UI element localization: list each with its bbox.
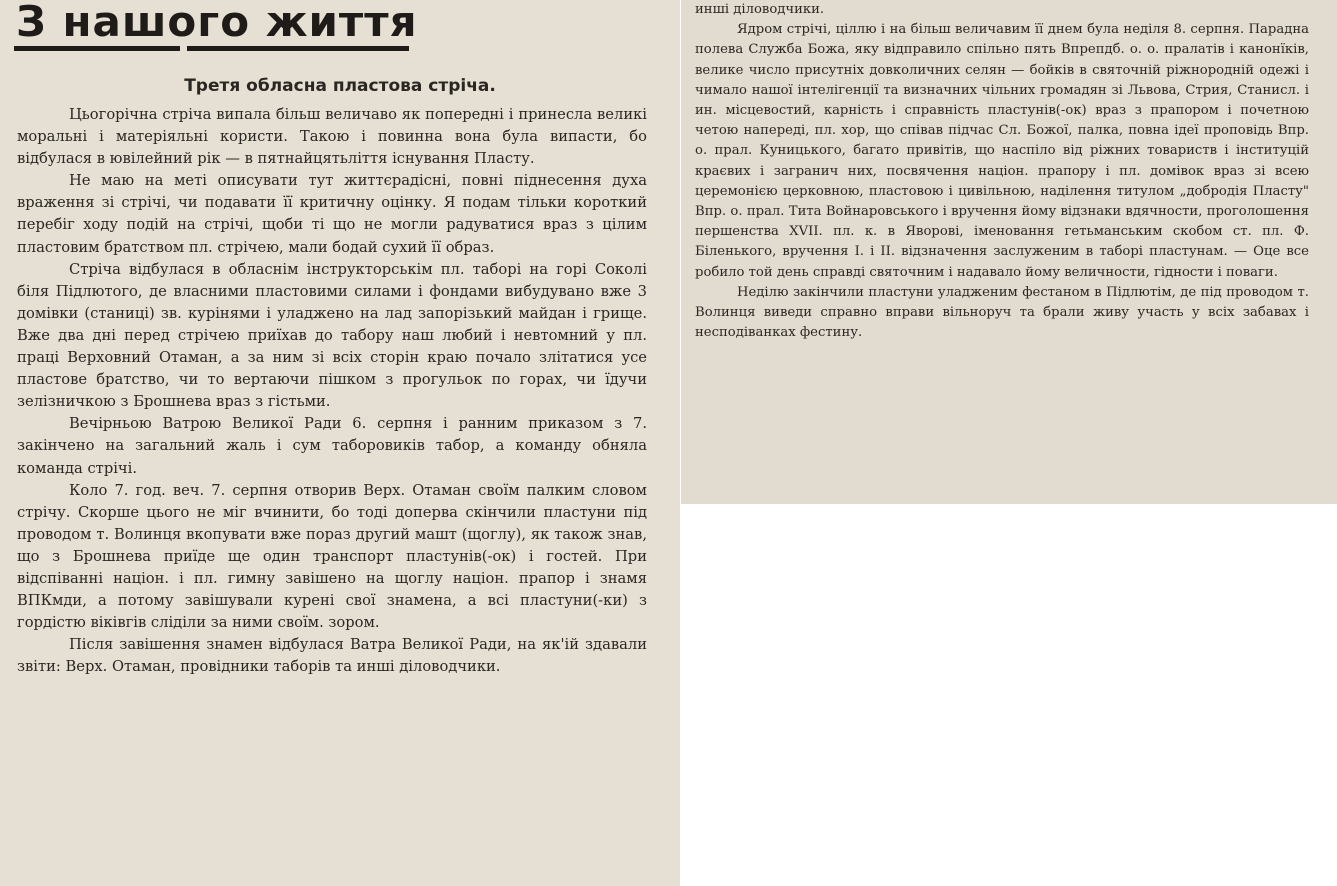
- title-underline-left: [14, 46, 180, 51]
- title-underline-right: [187, 46, 409, 51]
- paragraph: Неділю закінчили пластуни уладженим фестаном в Підлютім, де під проводом т. Волинця виведи справно вправи вільноруч та брали живу участь у всіх забавах і несподіванках фестину.: [695, 284, 1309, 341]
- section-title: З нашого життя: [16, 0, 418, 46]
- paragraph: Вечірньою Ватрою Великої Ради 6. серпня і ранним приказом з 7. закінчено на загальний жаль і сум таборовиків табор, а команду обняла команда стрічі.: [17, 415, 647, 477]
- paragraph: Цьогорічна стріча випала більш величаво як попередні і принесла великі моральні і матеріяльні користи. Такою і повинна вона була випасти, бо відбулася в ювілейний рік — в пятнайцятьліття існування Пласту.: [17, 106, 647, 168]
- right-page-scan: [681, 0, 1337, 504]
- paragraph: Після завішення знамен відбулася Ватра Великої Ради, на як'ій здавали звіти: Верх. Отаман, провідники таборів та инші діловодчики.: [17, 636, 647, 676]
- paragraph: Коло 7. год. веч. 7. серпня отворив Верх. Отаман своїм палким словом стрічу. Скорше цього не міг вчинити, бо тоді доперва скінчили пластуни під проводом т. Волинця вкопувати вже пораз другий машт (щоглу), як також знав, що з Брошнева приїде ще один транспорт пластунів(-ок) і гостей. При відспіванні націон. і пл. гимну завішено на щоглу націон. прапор і знамя ВПКмди, а потому завішували курені свої знамена, а всі пластуни(-ки) з гордістю віківгів сліділи за ними своїм. зором.: [17, 481, 647, 632]
- right-column-text: [695, 0, 1309, 343]
- paragraph: Ядром стрічі, ціллю і на більш величавим її днем була неділя 8. серпня. Парадна полева Служба Божа, яку відправило спільно пять Впрепдб. о. о. пралатів і канонїків, велике число присутніх довколичних селян — бойків в святочній ріжнородній одежі і чимало нашої інтелігенції та визначних чільних громадян зі Львова, Стрия, Станисл. і ин. місцевостий, карність і справність пластунів(-ок) враз з прапором і почетною четою напереді, пл. хор, що співав підчас Сл. Божої, палка, повна ідеї проповідь Впр. о. прал. Куницького, багато привітів, що наспіло від ріжних товариств і інституцій краєвих і загранич них, посвячення націон. прапору і пл. домівок враз зі всею церемонією церковною, пластовою і цивільною, наділення титулом „добродія Пласту" Впр. о. прал. Тита Войнаровського і вручення йому відзнаки вдячности, проголошення першенства XVII. пл. к. в Яворові, іменовання гетьманським скобом ст. пл. Ф. Біленького, вручення І. і ІІ. відзначення заслуженим в таборі пластунам. — Оце все робило той день справді святочним і надавало йому величности, гідности і поваги.: [695, 22, 1309, 280]
- paragraph: Не маю на меті описувати тут життєрадісні, повні піднесення духа враження зі стрічі, чи подавати її критичну оцінку. Я подам тільки короткий перебіг ходу подій на стрічі, щоби ті що не могли радуватися враз з цілим пластовим братством пл. стрічею, мали бодай сухий її образ.: [17, 172, 647, 256]
- paragraph: Стріча відбулася в обласнім інструкторськім пл. таборі на горі Соколі біля Підлютого, де власними пластовими силами і фондами вибудувано вже 3 домівки (станиці) зв. курінями і уладжено на лад запорізький майдан і грище. Вже два дні перед стрічею приїхав до табору наш любий і невтомний у пл. праці Верховний Отаман, а за ним зі всіх сторін краю почало злітатися усе пластове братство, чи то вертаючи пішком з прогульок по горах, чи їдучи зелізничкою з Брошнева враз з гістьми.: [17, 260, 647, 411]
- article-title: Третя обласна пластова стріча.: [184, 76, 496, 96]
- left-column-text: [17, 104, 647, 678]
- paragraph: инші діловодчики.: [695, 2, 825, 17]
